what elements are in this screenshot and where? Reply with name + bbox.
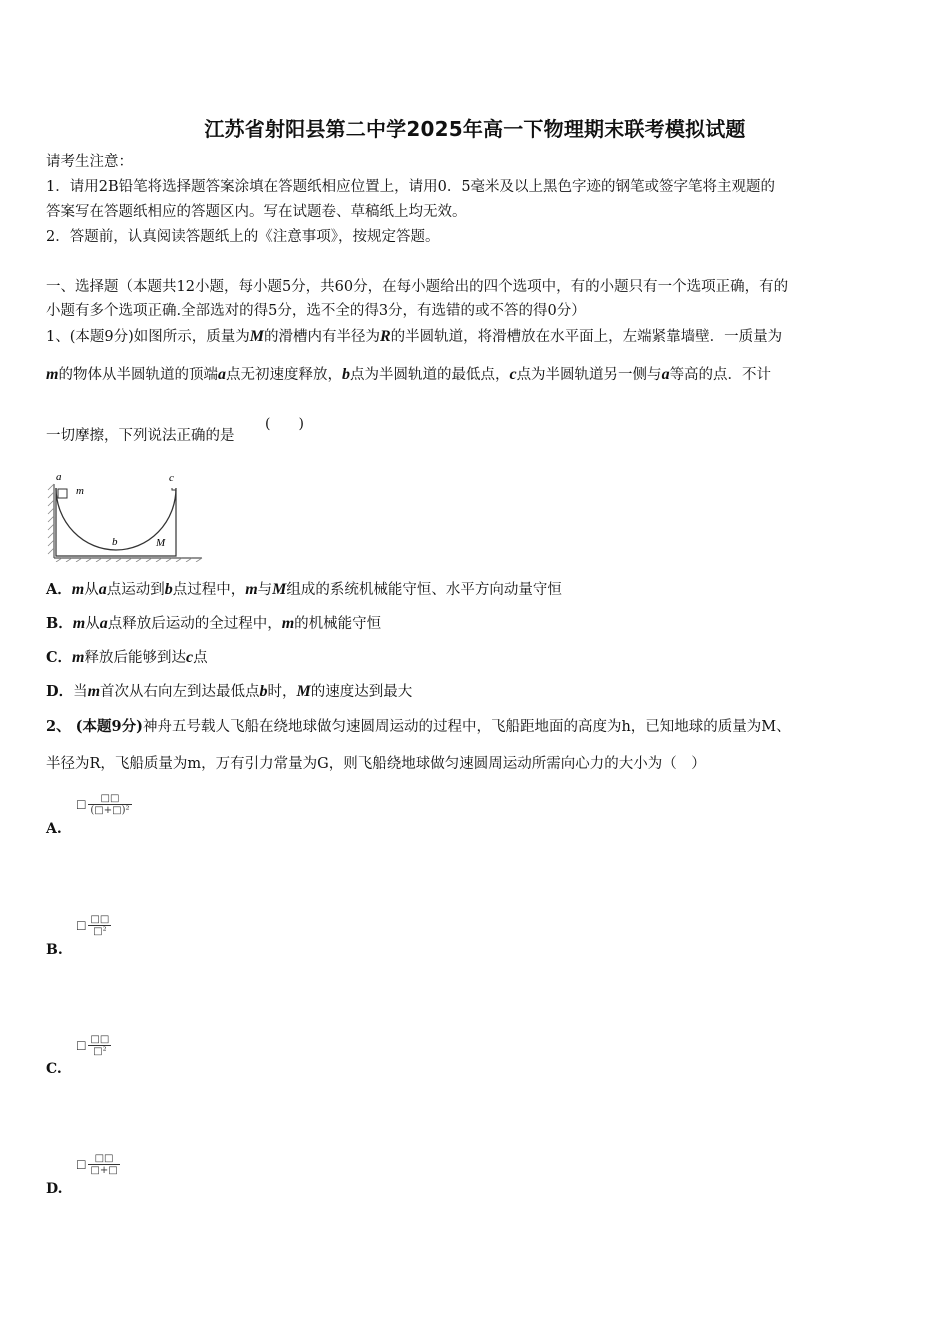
option-text: 的机械能守恒 <box>294 616 382 632</box>
q1-text: 点无初速度释放， <box>225 367 342 383</box>
wall-hatching <box>48 484 54 554</box>
formula-fraction <box>88 914 111 937</box>
var-M: M <box>272 581 287 598</box>
var-M: M <box>249 328 264 345</box>
var-a: a <box>661 366 670 383</box>
formula-symbol: □ <box>76 1157 87 1171</box>
fraction-numerator: □□ <box>90 1034 110 1045</box>
fraction-numerator: □□ <box>88 793 131 805</box>
formula-fraction <box>88 793 131 816</box>
q1-line-3: 一切摩擦，下列说法正确的是 <box>46 428 235 444</box>
option-text: 点释放后运动的全过程中， <box>107 616 282 632</box>
q2-option-a-formula <box>76 793 132 816</box>
q1-option-a <box>46 580 562 600</box>
q2-option-b-label: B. <box>46 942 63 958</box>
q1-answer-paren: ( ) <box>265 416 304 432</box>
label-m: m <box>76 485 84 497</box>
var-M: M <box>296 683 311 700</box>
fraction-denominator: □² <box>93 926 107 937</box>
var-m: m <box>281 615 295 632</box>
formula-symbol: □ <box>76 1038 87 1052</box>
option-text: 释放后能够到达 <box>84 650 186 666</box>
notice-heading: 请考生注意： <box>46 154 133 170</box>
q1-text: 的滑槽内有半径为 <box>264 329 380 345</box>
q1-text: 的半圆轨道，将滑槽放在水平面上，左端紧靠墙壁．一质量为 <box>390 329 783 345</box>
var-c: c <box>186 649 194 666</box>
option-text: 当 <box>73 684 88 700</box>
formula-fraction <box>88 1153 119 1176</box>
q2-option-c-label: C. <box>46 1061 62 1077</box>
section-1-line-1: 一、选择题（本题共12小题，每小题5分，共60分，在每小题给出的四个选项中，有的小题只有一个选项正确，有的 <box>46 279 789 295</box>
option-text: 与 <box>257 582 273 598</box>
q2-option-a-label: A. <box>46 821 62 837</box>
option-text: 组成的系统机械能守恒、水平方向动量守恒 <box>286 582 562 598</box>
notice-item-2: 2．答题前，认真阅读答题纸上的《注意事项》，按规定答题。 <box>46 229 440 245</box>
q2-option-b-formula <box>76 914 111 937</box>
option-text: 从 <box>84 582 99 598</box>
option-text: 点过程中， <box>172 582 246 598</box>
q1-option-d <box>46 682 412 702</box>
fraction-numerator: □□ <box>88 1153 119 1165</box>
q2-option-d-formula <box>76 1153 120 1176</box>
fraction-denominator: (□+□)² <box>90 805 130 816</box>
q1-text: 点为半圆轨道另一侧与 <box>516 367 662 383</box>
option-text: 的速度达到最大 <box>310 684 413 700</box>
var-a: a <box>217 366 226 383</box>
formula-fraction <box>88 1034 111 1057</box>
q1-line-1 <box>46 327 782 347</box>
var-m: m <box>245 581 258 598</box>
var-b: b <box>341 366 350 383</box>
fraction-denominator: □² <box>93 1046 107 1057</box>
var-m: m <box>46 366 59 383</box>
q1-text: 的物体从半圆轨道的顶端 <box>58 367 218 383</box>
var-R: R <box>380 328 391 345</box>
option-label: B． <box>46 615 73 632</box>
q1-option-b <box>46 614 381 634</box>
var-b: b <box>259 683 268 700</box>
label-b: b <box>112 536 118 548</box>
var-m: m <box>87 683 101 700</box>
option-label: A． <box>46 581 72 598</box>
notice-item-1-line-1: 1．请用2B铅笔将选择题答案涂填在答题纸相应位置上，请用0．5毫米及以上黑色字迹的钢笔或签字笔将主观题的 <box>46 179 776 195</box>
fraction-numerator: □□ <box>90 914 110 925</box>
q2-prefix: 2、 (本题9分) <box>46 718 143 735</box>
var-c: c <box>509 366 517 383</box>
q1-prefix: 1、(本题9分) <box>46 329 134 345</box>
q2-text: 神舟五号载人飞船在绕地球做匀速圆周运动的过程中，飞船距地面的高度为h，已知地球的质量为M、 <box>142 719 791 735</box>
block-m <box>58 489 67 498</box>
q1-figure <box>46 470 206 562</box>
option-text: 首次从右向左到达最低点 <box>100 684 260 700</box>
var-m: m <box>72 649 85 666</box>
q2-line-2: 半径为R，飞船质量为m，万有引力常量为G，则飞船绕地球做匀速圆周运动所需向心力的大小为（ ） <box>46 756 706 772</box>
option-text: 从 <box>85 616 100 632</box>
option-text: 点 <box>193 650 208 666</box>
q1-text: 点为半圆轨道的最低点， <box>349 367 510 383</box>
q2-option-d-label: D. <box>46 1181 63 1197</box>
option-label: C． <box>46 649 73 666</box>
section-1-line-2: 小题有多个选项正确.全部选对的得5分，选不全的得3分，有选错的或不答的得0分） <box>46 303 586 319</box>
option-text: 点运动到 <box>106 582 165 598</box>
page-title: 江苏省射阳县第二中学2025年高一下物理期末联考模拟试题 <box>204 117 746 141</box>
option-text: 时， <box>267 684 297 700</box>
label-M: M <box>156 537 166 549</box>
formula-symbol: □ <box>76 918 87 932</box>
notice-item-1-line-2: 答案写在答题纸相应的答题区内。写在试题卷、草稿纸上均无效。 <box>46 204 467 220</box>
option-label: D． <box>46 683 74 700</box>
q2-option-c-formula <box>76 1034 111 1057</box>
q1-text: 等高的点．不计 <box>669 367 772 383</box>
var-a: a <box>99 615 108 632</box>
label-a: a <box>56 471 62 483</box>
var-m: m <box>71 581 85 598</box>
q1-option-c <box>46 648 208 668</box>
formula-symbol: □ <box>76 797 87 811</box>
q1-text: 如图所示，质量为 <box>133 329 250 345</box>
var-a: a <box>98 581 107 598</box>
label-c: c <box>169 472 174 484</box>
q2-line-1 <box>46 717 791 737</box>
q1-line-2 <box>46 365 771 385</box>
var-m: m <box>72 615 86 632</box>
fraction-denominator: □+□ <box>90 1165 118 1176</box>
var-b: b <box>164 581 173 598</box>
